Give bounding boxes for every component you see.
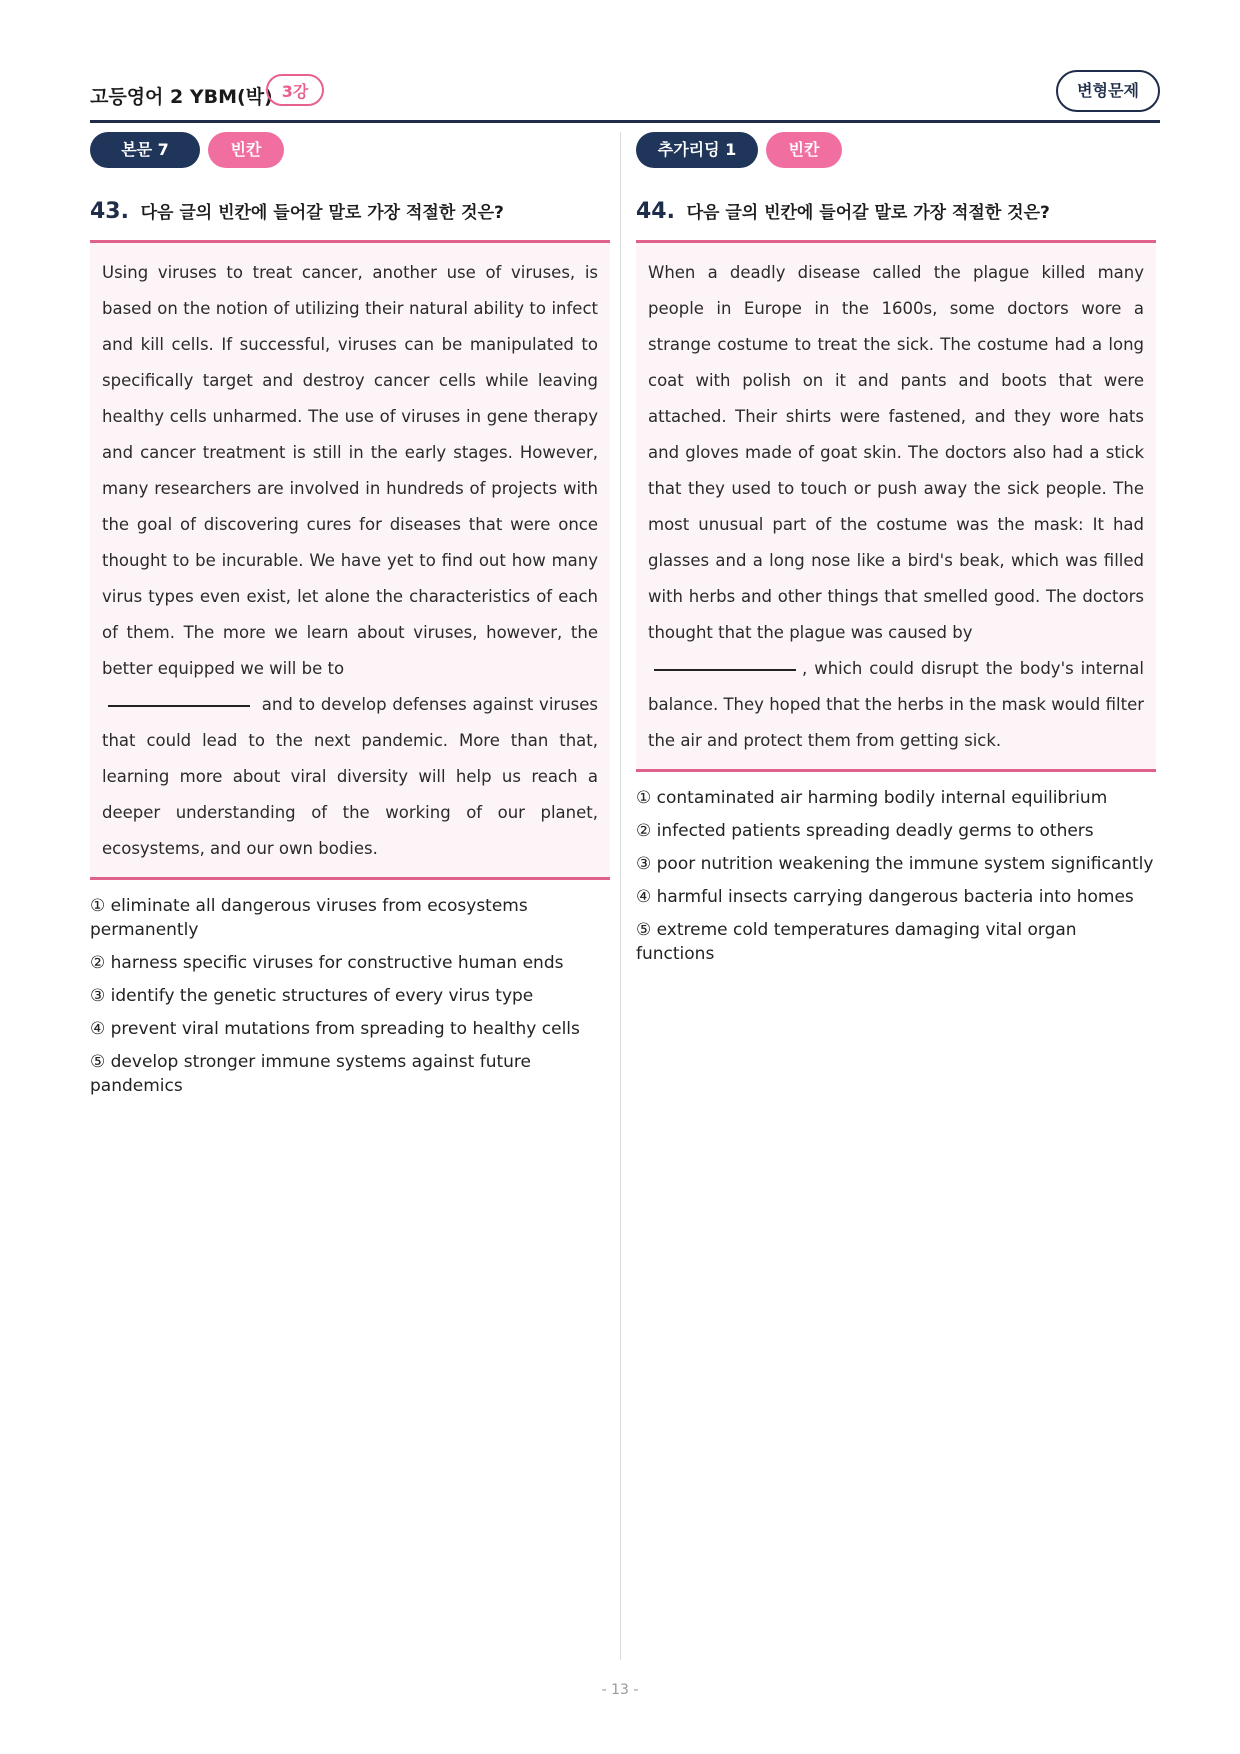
option-3[interactable]: ③ identify the genetic structures of every virus type [90,986,534,1006]
lesson-badge: 3강 [266,74,324,106]
option-4[interactable]: ④ harmful insects carrying dangerous bacteria into homes [636,887,1134,907]
section-tags [90,132,610,168]
question-prompt: 다음 글의 빈칸에 들어갈 말로 가장 적절한 것은? [140,203,504,223]
section-label: 추가리딩 1 [636,132,758,168]
question-heading [90,198,610,228]
question-44-column [636,132,1156,975]
option-5[interactable]: ⑤ develop stronger immune systems against future pandemics [90,1052,531,1096]
question-prompt: 다음 글의 빈칸에 들어갈 말로 가장 적절한 것은? [686,203,1050,223]
option-3[interactable]: ③ poor nutrition weakening the immune system significantly [636,854,1154,874]
answer-options [636,786,1156,966]
question-43-column [90,132,610,1107]
option-1[interactable]: ① contaminated air harming bodily internal equilibrium [636,788,1108,808]
page-number: - 13 - [601,1682,639,1698]
passage-text-before: When a deadly disease called the plague killed many people in Europe in the 1600s, some doctors wore a strange costume to treat the sick. The costume had a long coat with polish on it and pants and boots that were attached. Their shirts were fastened, and they wore hats and gloves made of goat skin. The doctors also had a stick that they used to touch or push away the sick people. The most unusual part of the costume was the mask: It had glasses and a long nose like a bird's beak, which was filled with herbs and other things that smelled good. The doctors thought that the plague was caused by [648,263,1144,642]
answer-options [90,894,610,1098]
passage-text-before: Using viruses to treat cancer, another use of viruses, is based on the notion of utilizing their natural ability to infect and kill cells. If successful, viruses can be manipulated to specifically target and destroy cancer cells while leaving healthy cells unharmed. The use of viruses in gene therapy and cancer treatment is still in the early stages. However, many researchers are involved in hundreds of projects with the goal of discovering cures for diseases that were once thought to be incurable. We have yet to find out how many virus types even exist, let alone the characteristics of each of them. The more we learn about viruses, however, the better equipped we will be to [102,263,598,678]
question-number: 43. [90,199,129,224]
option-2[interactable]: ② harness specific viruses for constructive human ends [90,953,564,973]
option-4[interactable]: ④ prevent viral mutations from spreading to healthy cells [90,1019,580,1039]
blank-tag: 빈칸 [208,132,284,168]
blank-line [654,668,796,671]
option-2[interactable]: ② infected patients spreading deadly germs to others [636,821,1094,841]
column-divider [620,132,621,1660]
section-tags [636,132,1156,168]
question-number: 44. [636,199,675,224]
section-label: 본문 7 [90,132,200,168]
book-title: 고등영어 2 YBM(박) [90,86,273,108]
question-type-badge: 변형문제 [1056,70,1160,112]
option-1[interactable]: ① eliminate all dangerous viruses from ecosystems permanently [90,896,528,940]
passage-text-after: , which could disrupt the body's internal balance. They hoped that the herbs in the mask would filter the air and protect them from getting sick. [648,659,1144,750]
blank-line [108,704,250,707]
question-heading [636,198,1156,228]
blank-tag: 빈칸 [766,132,842,168]
passage-text-after: and to develop defenses against viruses that could lead to the next pandemic. More than that, learning more about viral diversity will help us reach a deeper understanding of the working of our planet, ecosystems, and our own bodies. [102,695,598,858]
page-header [90,70,1160,123]
passage-box [90,240,610,880]
option-5[interactable]: ⑤ extreme cold temperatures damaging vital organ functions [636,920,1077,964]
passage-box [636,240,1156,772]
